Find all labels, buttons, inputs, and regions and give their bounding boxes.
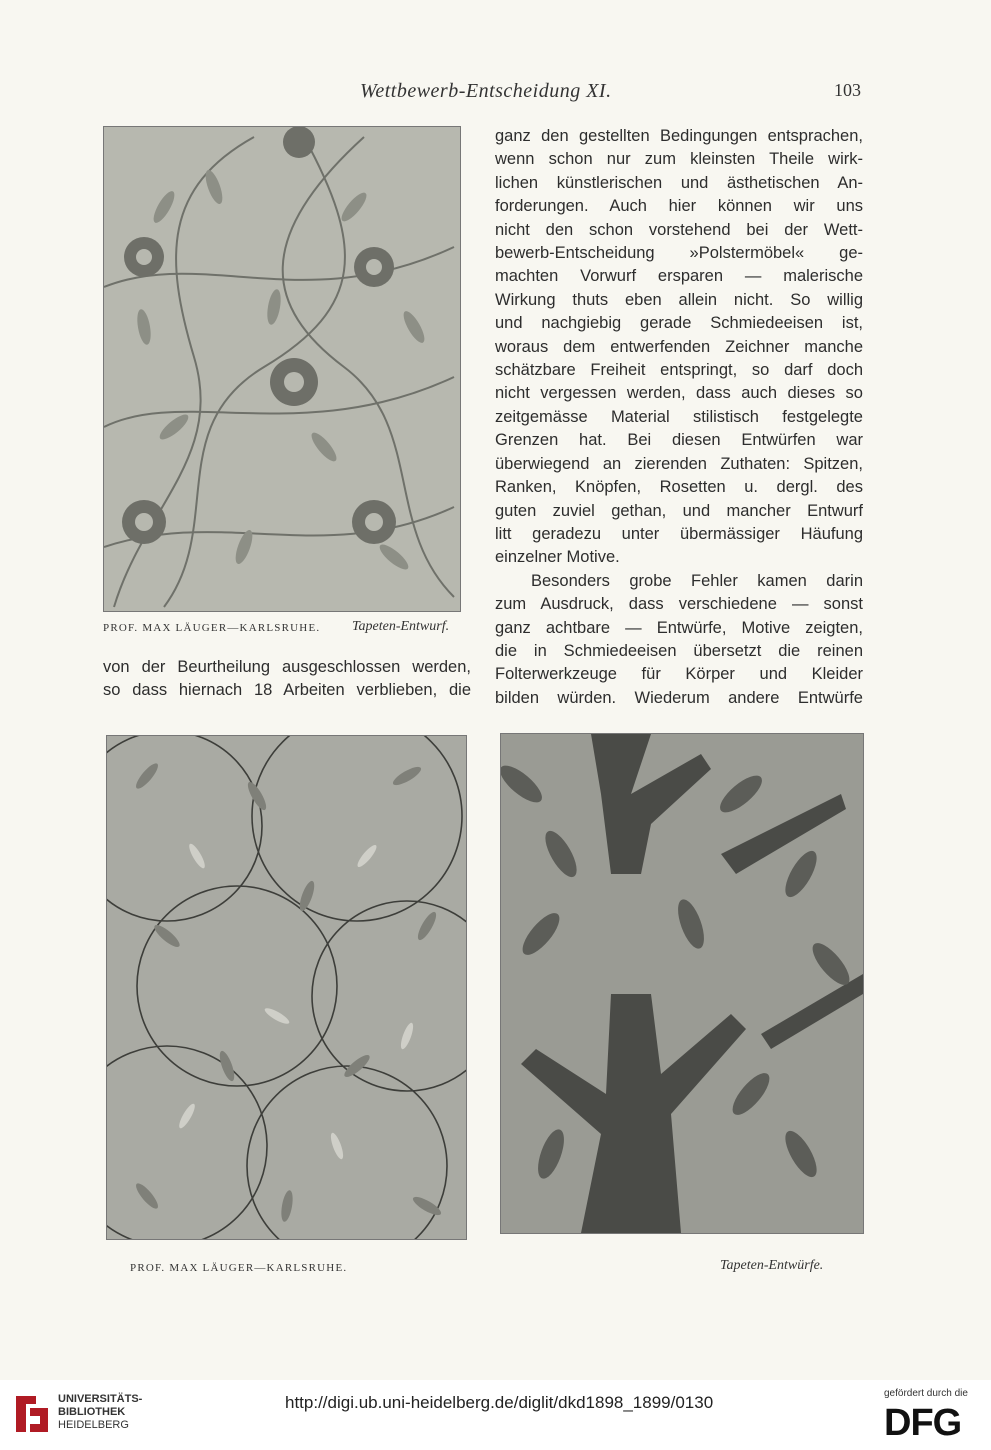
text-line: Ranken, Knöpfen, Rosetten u. dergl. des: [495, 478, 863, 497]
wallpaper-design-floral: [103, 126, 461, 612]
permalink-url[interactable]: http://digi.ub.uni-heidelberg.de/diglit/dkd1898_1899/0130: [285, 1393, 714, 1412]
text-line: einzelner Motive.: [495, 548, 620, 567]
text-line: von der Beurtheilung ausgeschlossen werden,: [103, 658, 471, 676]
bottom-figure-credit: PROF. MAX LÄUGER—KARLSRUHE.: [130, 1262, 348, 1274]
text-line: bewerb-Entscheidung »Polstermöbel« ge-: [495, 244, 863, 263]
funding-label: gefördert durch die: [884, 1388, 968, 1399]
text-line: zum Ausdruck, dass verschiedene — sonst: [495, 595, 863, 614]
library-line: UNIVERSITÄTS-: [58, 1393, 143, 1405]
text-line: ganz den gestellten Bedingungen entsprachen,: [495, 127, 863, 145]
wallpaper-design-tree: [500, 733, 864, 1234]
text-line: schätzbare Freiheit entspringt, so darf doch: [495, 361, 863, 380]
text-line: die in Schmiedeeisen übersetzt die reinen: [495, 641, 863, 660]
text-line: Wirkung thuts eben allein nicht. So willig: [495, 290, 863, 309]
text-line: forderungen. Auch hier können wir uns: [495, 197, 863, 216]
text-line: guten zuviel gethan, und mancher Entwurf: [495, 501, 863, 520]
text-line: lichen künstlerischen und ästhetischen An-: [495, 173, 863, 192]
library-name: [58, 1393, 142, 1432]
running-title: Wettbewerb-Entscheidung XI.: [360, 80, 612, 102]
page-number: 103: [834, 80, 861, 100]
text-line: machten Vorwurf ersparen — malerische: [495, 267, 863, 286]
top-figure-credit: PROF. MAX LÄUGER—KARLSRUHE.: [103, 622, 321, 634]
text-line: wenn schon nur zum kleinsten Theile wirk-: [495, 150, 863, 169]
left-column-text: [103, 656, 471, 703]
text-line: nicht vergessen werden, dass auch dieses so: [495, 384, 863, 403]
text-line: und nachgiebig gerade Schmiedeeisen ist,: [495, 314, 863, 333]
text-line: ganz achtbare — Entwürfe, Motive zeigten,: [495, 618, 863, 637]
text-line: so dass hiernach 18 Arbeiten verblieben, die: [103, 681, 471, 700]
text-line: nicht den schon vorstehend bei der Wett-: [495, 220, 863, 239]
text-line: litt geradezu unter übermässiger Häufung: [495, 524, 863, 543]
text-line: woraus dem entwerfenden Zeichner manche: [495, 337, 863, 356]
right-column-text: [495, 125, 863, 710]
wallpaper-design-willow: [106, 735, 467, 1240]
text-line: zeitgemässe Material stilistisch festgelegte: [495, 407, 863, 426]
text-line: überwiegend an zierenden Zuthaten: Spitzen,: [495, 454, 863, 473]
text-line: Folterwerkzeuge für Körper und Kleider: [495, 665, 863, 684]
text-line: Grenzen hat. Bei diesen Entwürfen war: [495, 431, 863, 450]
library-line: BIBLIOTHEK: [58, 1406, 126, 1418]
library-line: HEIDELBERG: [58, 1419, 129, 1431]
university-library-logo: [12, 1390, 52, 1438]
text-line: bilden würden. Wiederum andere Entwürfe: [495, 688, 863, 707]
dfg-logo: DFG: [884, 1402, 962, 1444]
footer-bar: [0, 1380, 991, 1450]
text-line: Besonders grobe Fehler kamen darin: [531, 571, 863, 590]
top-figure-caption: Tapeten-Entwurf.: [352, 619, 450, 634]
bottom-figure-caption: Tapeten-Entwürfe.: [720, 1258, 824, 1273]
